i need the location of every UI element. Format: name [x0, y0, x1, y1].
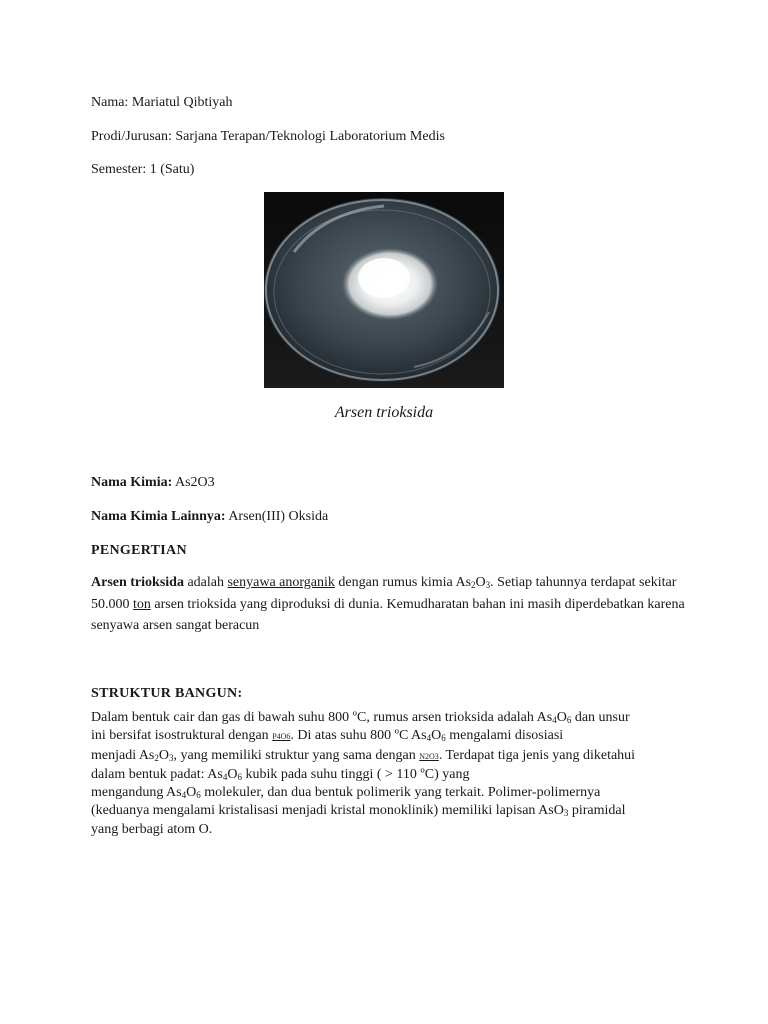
text: dengan rumus kimia As: [334, 575, 472, 590]
subscript: 2: [154, 752, 159, 763]
link-senyawa-anorganik[interactable]: senyawa anorganik: [227, 575, 335, 590]
semester: Semester: 1 (Satu): [91, 162, 195, 177]
link-p4o6[interactable]: P4O6: [272, 732, 291, 742]
subscript: 6: [237, 771, 242, 782]
text: piramidal: [568, 803, 626, 819]
text: dan unsur: [571, 710, 630, 725]
text: , yang memiliki struktur yang sama dengan: [173, 747, 420, 763]
subscript: 3: [169, 752, 174, 763]
subscript: 3: [563, 808, 569, 819]
struktur-line-7: yang berbagi atom O.: [91, 821, 213, 837]
text: mengandung As: [91, 785, 182, 801]
subscript: 6: [196, 790, 201, 801]
text: (keduanya mengalami kristalisasi menjadi kristal monoklinik) memiliki lapisan AsO: [91, 803, 564, 819]
nama-lain-value: Arsen(III) Oksida: [228, 509, 329, 524]
text: . Setiap tahunnya terdapat sekitar 50.000: [91, 575, 677, 612]
text: . Di atas suhu 800 ºC As: [290, 728, 427, 744]
link-ton[interactable]: ton: [133, 596, 151, 612]
subscript: 4: [222, 771, 228, 782]
struktur-line-6: [91, 802, 691, 820]
subscript: 6: [441, 733, 446, 744]
text: O: [431, 728, 442, 744]
text: dalam bentuk padat: As: [91, 766, 223, 782]
text: mengalami disosiasi: [445, 728, 564, 744]
student-name: Nama: Mariatul Qibtiyah: [91, 95, 233, 110]
text: molekuler, dan dua bentuk polimerik yang terkait. Polimer-polimernya: [200, 785, 601, 801]
struktur-heading: STRUKTUR BANGUN:: [91, 686, 243, 701]
text: . Terdapat tiga jenis yang diketahui: [438, 747, 636, 763]
text: O: [556, 710, 567, 725]
text: O: [475, 575, 486, 590]
pengertian-paragraph: [91, 572, 691, 637]
subscript: 4: [426, 733, 432, 744]
struktur-line-3: [91, 747, 691, 766]
text: ini bersifat isostruktural dengan: [91, 728, 273, 744]
struktur-line-4: [91, 766, 691, 784]
text: arsen trioksida yang diproduksi di dunia. Kemudharatan bahan ini masih diperdebatkan karena senyawa arsen sangat beracun: [91, 596, 685, 633]
struktur-paragraph: [91, 709, 691, 839]
subscript: 4: [552, 715, 557, 725]
struktur-line-2: [91, 727, 691, 746]
study-program: Prodi/Jurusan: Sarjana Terapan/Teknologi Laboratorium Medis: [91, 129, 445, 144]
subscript: 6: [566, 715, 572, 725]
arsenic-trioxide-photo: [264, 192, 504, 388]
text: O: [158, 747, 170, 763]
subscript: 3: [485, 580, 491, 590]
struktur-line-5: [91, 784, 691, 802]
term: Arsen trioksida: [91, 575, 184, 590]
pengertian-heading: PENGERTIAN: [91, 543, 187, 558]
text: kubik pada suhu tinggi ( > 110 ºC) yang: [241, 766, 470, 782]
link-n2o3[interactable]: N2O3: [419, 751, 439, 761]
watch-glass-image: [264, 192, 504, 388]
text: O: [186, 785, 197, 801]
nama-kimia: [91, 474, 215, 492]
nama-kimia-label: Nama Kimia:: [91, 475, 173, 490]
subscript: 2: [471, 580, 476, 590]
nama-kimia-value: As2O3: [175, 475, 215, 490]
figure-caption: Arsen trioksida: [334, 404, 434, 421]
nama-kimia-lainnya: [91, 508, 328, 526]
nama-lain-label: Nama Kimia Lainnya:: [91, 509, 226, 524]
subscript: 4: [181, 790, 187, 801]
text: Dalam bentuk cair dan gas di bawah suhu 800 ºC, rumus arsen trioksida adalah As: [91, 710, 553, 725]
struktur-line-1: [91, 709, 691, 727]
text: O: [227, 766, 238, 782]
text: menjadi As: [91, 747, 155, 763]
text: adalah: [183, 575, 228, 590]
